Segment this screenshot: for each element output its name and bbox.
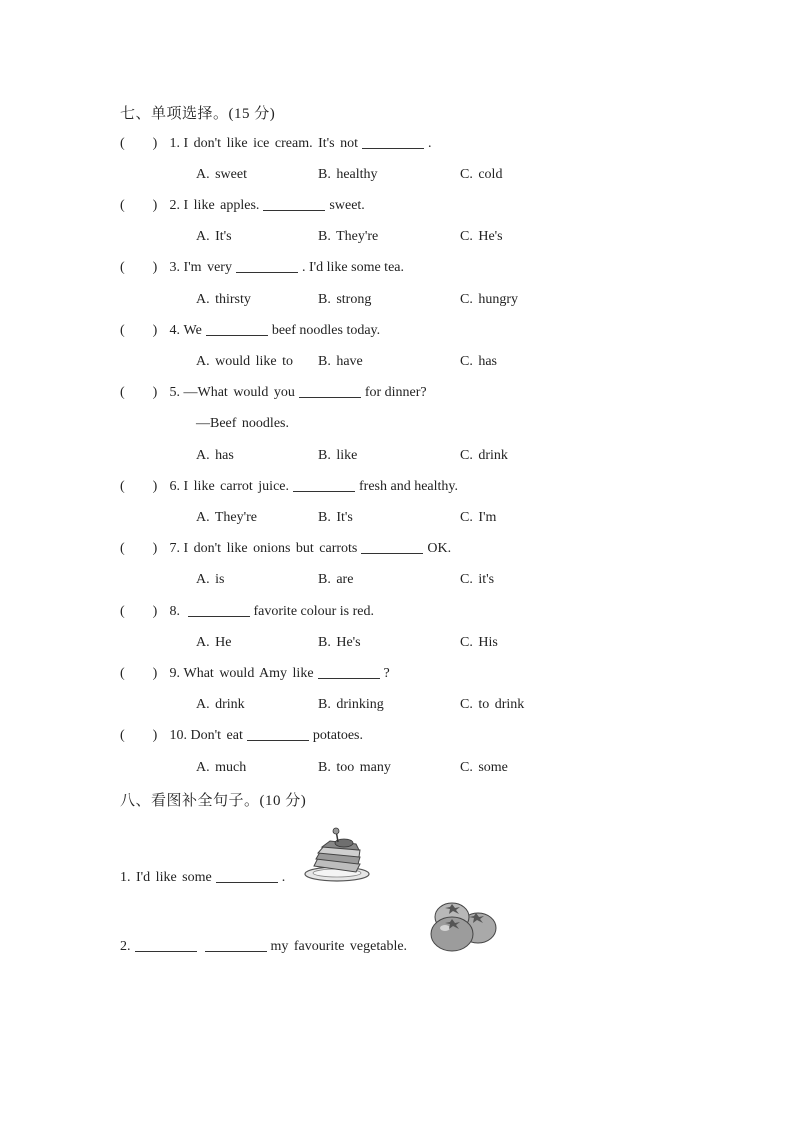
- question-2: ( ) 2. I like apples. sweet.: [120, 196, 365, 216]
- answer-parens[interactable]: ( ): [120, 604, 158, 619]
- option-b[interactable]: B. like: [318, 448, 358, 463]
- tomatoes-icon: [430, 900, 500, 954]
- option-a[interactable]: A. thirsty: [196, 292, 251, 307]
- option-a[interactable]: A. would like to: [196, 354, 293, 369]
- answer-parens[interactable]: ( ): [120, 260, 158, 275]
- blank[interactable]: [216, 868, 278, 883]
- option-c[interactable]: C. I'm: [460, 510, 497, 525]
- blank[interactable]: [206, 321, 268, 336]
- option-a[interactable]: A. has: [196, 448, 234, 463]
- option-a[interactable]: A. drink: [196, 697, 245, 712]
- option-b[interactable]: B. They're: [318, 229, 379, 244]
- section8-title: 八、看图补全句子。(10 分): [120, 793, 307, 809]
- answer-parens[interactable]: ( ): [120, 728, 158, 743]
- option-b[interactable]: B. strong: [318, 292, 372, 307]
- blank[interactable]: [299, 383, 361, 398]
- option-c[interactable]: C. hungry: [460, 292, 518, 307]
- answer-parens[interactable]: ( ): [120, 666, 158, 681]
- blank[interactable]: [135, 937, 197, 952]
- answer-parens[interactable]: ( ): [120, 541, 158, 556]
- option-a[interactable]: A. sweet: [196, 167, 247, 182]
- blank[interactable]: [205, 937, 267, 952]
- option-b[interactable]: B. healthy: [318, 167, 378, 182]
- option-a[interactable]: A. He: [196, 635, 232, 650]
- question-5: ( ) 5. —What would you for dinner?: [120, 383, 427, 403]
- option-a[interactable]: A. much: [196, 760, 247, 775]
- blank[interactable]: [361, 539, 423, 554]
- question-8: ( ) 8. favorite colour is red.: [120, 602, 374, 622]
- sandwich-icon: [302, 826, 372, 884]
- picture-item-1: 1. I'd like some .: [120, 870, 286, 885]
- picture-item-2: 2. my favourite vegetable.: [120, 939, 408, 954]
- option-c[interactable]: C. He's: [460, 229, 503, 244]
- option-c[interactable]: C. His: [460, 635, 498, 650]
- blank[interactable]: [247, 726, 309, 741]
- option-b[interactable]: B. He's: [318, 635, 361, 650]
- question-4: ( ) 4. We beef noodles today.: [120, 321, 380, 341]
- option-c[interactable]: C. cold: [460, 167, 503, 182]
- question-7: ( ) 7. I don't like onions but carrots OK.: [120, 539, 451, 559]
- answer-parens[interactable]: ( ): [120, 136, 158, 151]
- answer-parens[interactable]: ( ): [120, 323, 158, 338]
- question-1: ( ) 1. I don't like ice cream. It's not .: [120, 134, 432, 154]
- option-b[interactable]: B. have: [318, 354, 363, 369]
- section7-title: 七、单项选择。(15 分): [120, 106, 276, 122]
- option-a[interactable]: A. is: [196, 572, 225, 587]
- blank[interactable]: [188, 602, 250, 617]
- blank[interactable]: [236, 258, 298, 273]
- option-c[interactable]: C. has: [460, 354, 497, 369]
- option-a[interactable]: A. They're: [196, 510, 258, 525]
- question-9: ( ) 9. What would Amy like ?: [120, 664, 390, 684]
- blank[interactable]: [263, 196, 325, 211]
- answer-parens[interactable]: ( ): [120, 479, 158, 494]
- blank[interactable]: [318, 664, 380, 679]
- question-6: ( ) 6. I like carrot juice. fresh and healthy.: [120, 477, 458, 497]
- option-c[interactable]: C. it's: [460, 572, 495, 587]
- option-b[interactable]: B. drinking: [318, 697, 384, 712]
- option-c[interactable]: C. to drink: [460, 697, 525, 712]
- blank[interactable]: [293, 477, 355, 492]
- option-b[interactable]: B. too many: [318, 760, 391, 775]
- option-c[interactable]: C. drink: [460, 448, 508, 463]
- question-10: ( ) 10. Don't eat potatoes.: [120, 726, 363, 746]
- option-c[interactable]: C. some: [460, 760, 508, 775]
- option-a[interactable]: A. It's: [196, 229, 232, 244]
- question-3: ( ) 3. I'm very . I'd like some tea.: [120, 258, 404, 278]
- option-b[interactable]: B. are: [318, 572, 354, 587]
- answer-parens[interactable]: ( ): [120, 198, 158, 213]
- dialogue-response: —Beef noodles.: [196, 416, 289, 431]
- option-b[interactable]: B. It's: [318, 510, 353, 525]
- blank[interactable]: [362, 134, 424, 149]
- answer-parens[interactable]: ( ): [120, 385, 158, 400]
